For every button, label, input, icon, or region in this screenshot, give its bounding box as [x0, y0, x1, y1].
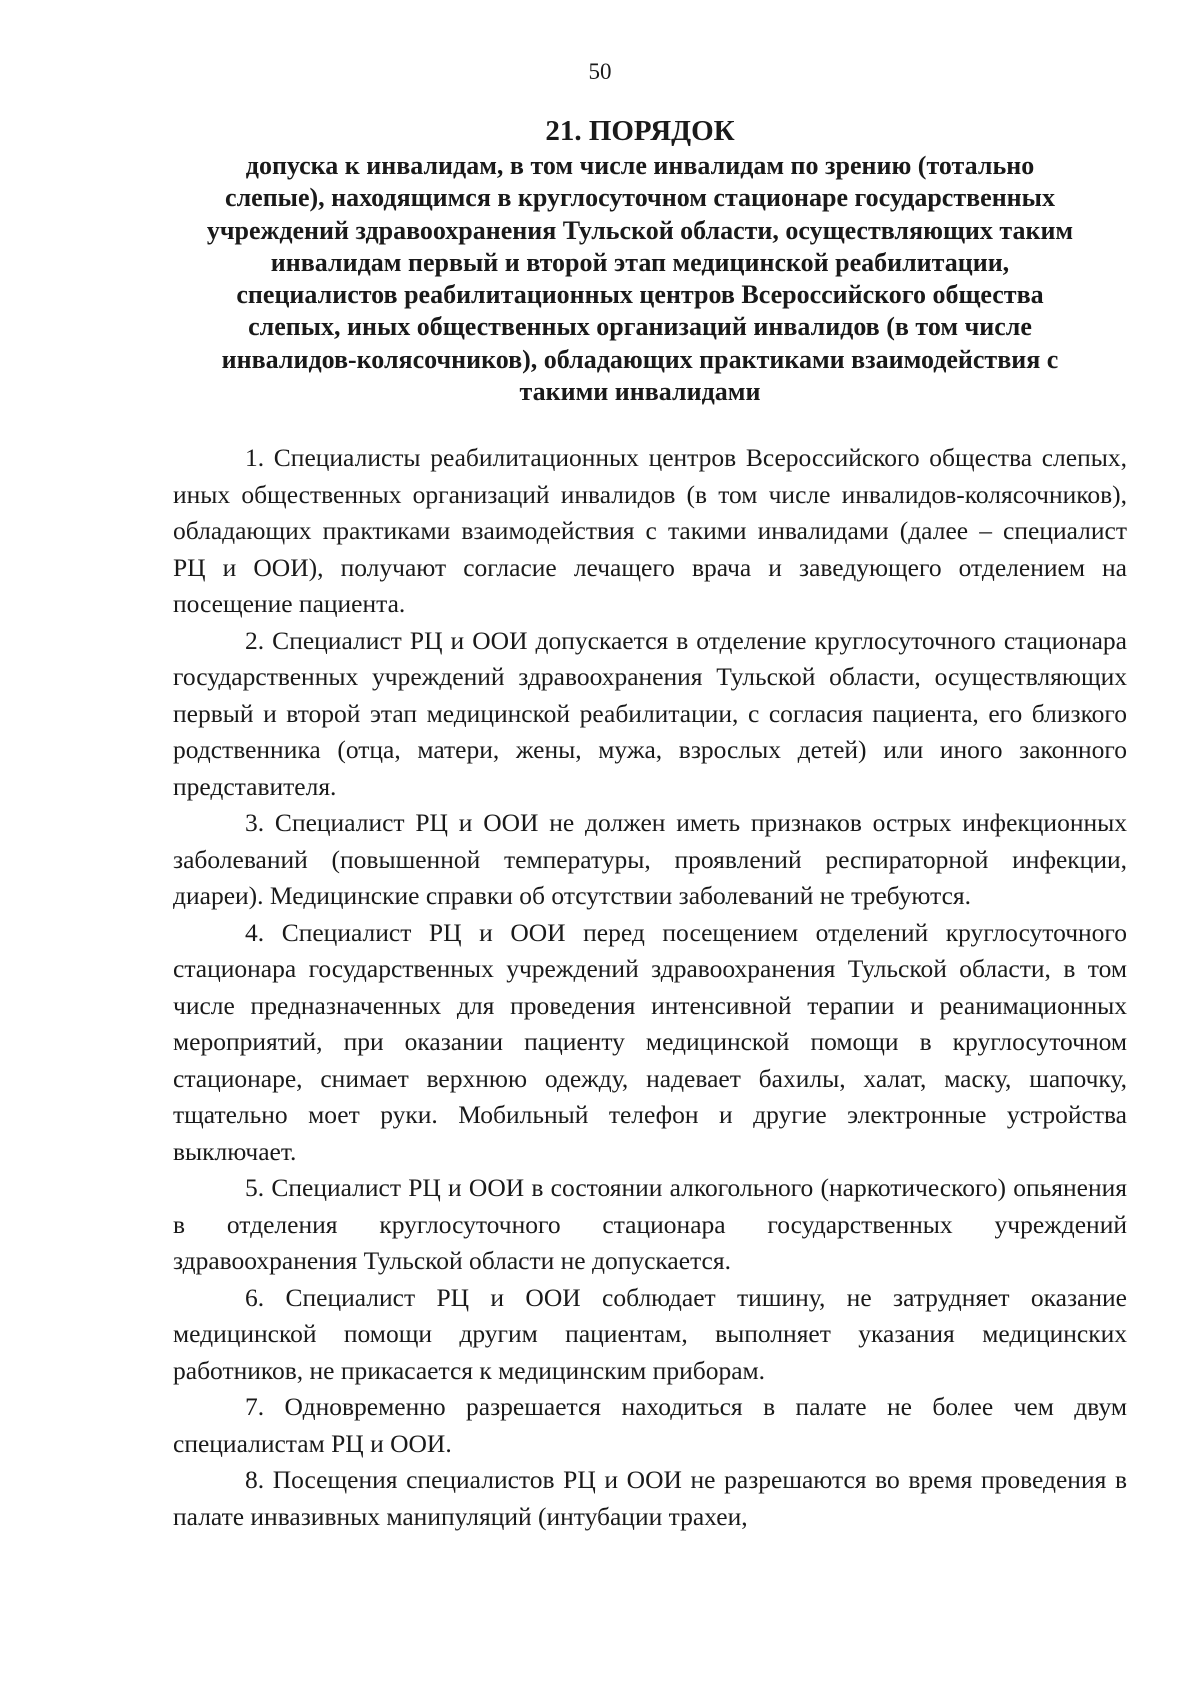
title-subtitle: допуска к инвалидам, в том числе инвалидам по зрению (тотально слепые), находящимся в круглосуточном стационаре государственных учреждений здравоохранения Тульской области, осуществляющих таким инвалидам первый и второй этап медицинской реабилитации, специалистов реабилитационных центров Всероссийского общества слепых, иных общественных организаций инвалидов (в том числе инвалидов-колясочников), обладающих практиками взаимодействия с такими инвалидами [206, 151, 1074, 407]
title-heading: 21. ПОРЯДОК [545, 115, 735, 147]
paragraph-8: 8. Посещения специалистов РЦ и ООИ не разрешаются во время проведения в палате инвазивных манипуляций (интубации трахеи, [173, 1465, 1127, 1531]
paragraph-1: 1. Специалисты реабилитационных центров Всероссийского общества слепых, иных общественных организаций инвалидов (в том числе инвалидов-колясочников), обладающих практиками взаимодействия с такими инвалидами (далее – специалист РЦ и ООИ), получают согласие лечащего врача и заведующего отделением на посещение пациента. [173, 443, 1127, 618]
document-title [150, 114, 1130, 408]
paragraph-4: 4. Специалист РЦ и ООИ перед посещением отделений круглосуточного стационара государственных учреждений здравоохранения Тульской области, в том числе предназначенных для проведения интенсивной терапии и реанимационных мероприятий, при оказании пациенту медицинской помощи в круглосуточном стационаре, снимает верхнюю одежду, надевает бахилы, халат, маску, шапочку, тщательно моет руки. Мобильный телефон и другие электронные устройства выключает. [173, 917, 1127, 1166]
paragraph-6: 6. Специалист РЦ и ООИ соблюдает тишину, не затрудняет оказание медицинской помощи другим пациентам, выполняет указания медицинских работников, не прикасается к медицинским приборам. [173, 1282, 1127, 1385]
paragraph-2: 2. Специалист РЦ и ООИ допускается в отделение круглосуточного стационара государственных учреждений здравоохранения Тульской области, осуществляющих первый и второй этап медицинской реабилитации, с согласия пациента, его близкого родственника (отца, матери, жены, мужа, взрослых детей) или иного законного представителя. [173, 625, 1127, 801]
document-body [173, 440, 1127, 1535]
paragraph-3: 3. Специалист РЦ и ООИ не должен иметь признаков острых инфекционных заболеваний (повышенной температуры, проявлений респираторной инфекции, диареи). Медицинские справки об отсутствии заболеваний не требуются. [173, 808, 1127, 910]
page-number: 50 [588, 59, 612, 84]
paragraph-7: 7. Одновременно разрешается находиться в палате не более чем двум специалистам РЦ и ООИ. [173, 1392, 1127, 1458]
paragraph-5: 5. Специалист РЦ и ООИ в состоянии алкогольного (наркотического) опьянения в отделения круглосуточного стационара государственных учреждений здравоохранения Тульской области не допускается. [173, 1173, 1127, 1275]
